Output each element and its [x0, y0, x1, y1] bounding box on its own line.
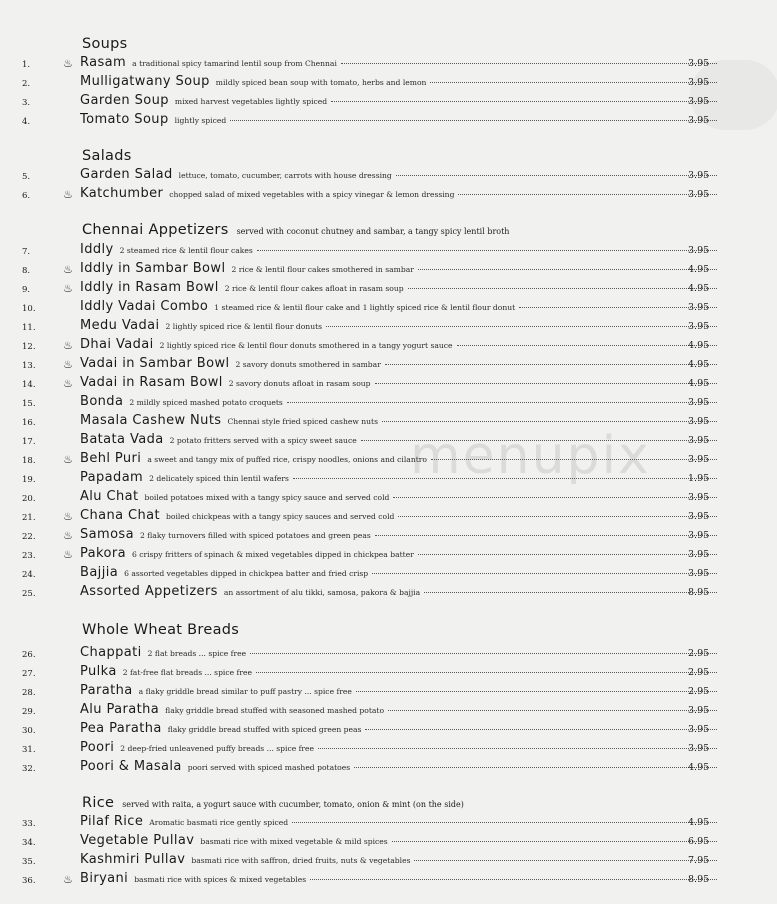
menu-item: [0, 299, 777, 318]
menu-item: [0, 261, 777, 280]
item-price: 8.95: [688, 587, 710, 598]
spicy-icon: ♨: [63, 529, 73, 542]
menu-item: [0, 470, 777, 489]
item-price: 3.95: [688, 115, 710, 126]
item-description: basmati rice with mixed vegetable & mild spices: [200, 837, 388, 846]
dot-leader: [326, 326, 717, 327]
dot-leader: [408, 288, 717, 289]
item-description: 2 flat breads ... spice free: [147, 649, 247, 658]
item-name: Pulka: [80, 664, 117, 679]
item-number: 1.: [22, 60, 31, 70]
item-description: basmati rice with saffron, dried fruits, nuts & vegetables: [191, 856, 411, 865]
item-price: 4.95: [688, 340, 710, 351]
menu-item: [0, 489, 777, 508]
item-name: Dhai Vadai: [80, 337, 154, 352]
menu-item: [0, 375, 777, 394]
item-number: 25.: [22, 589, 36, 599]
item-number: 18.: [22, 456, 36, 466]
menu-item: [0, 451, 777, 470]
item-line: [80, 375, 721, 394]
item-price: 3.95: [688, 170, 710, 181]
menu-item: [0, 759, 777, 778]
item-price: 2.95: [688, 648, 710, 659]
menu-item: [0, 565, 777, 584]
dot-leader: [398, 516, 717, 517]
item-number: 19.: [22, 475, 36, 485]
item-number: 26.: [22, 650, 36, 660]
dot-leader: [230, 120, 717, 121]
item-price: 3.95: [688, 435, 710, 446]
item-description: 6 crispy fritters of spinach & mixed vegetables dipped in chickpea batter: [131, 550, 414, 559]
item-price: 7.95: [688, 855, 710, 866]
item-name: Bonda: [80, 394, 124, 409]
item-line: [80, 74, 721, 93]
item-price: 2.95: [688, 686, 710, 697]
item-line: [80, 394, 721, 413]
item-line: [80, 565, 721, 584]
dot-leader: [457, 345, 717, 346]
item-name: Poori: [80, 740, 115, 755]
item-description: mixed harvest vegetables lightly spiced: [174, 97, 328, 106]
dot-leader: [375, 383, 717, 384]
item-name: Chappati: [80, 645, 142, 660]
item-name: Bajjia: [80, 565, 119, 580]
item-line: [80, 871, 721, 890]
item-number: 22.: [22, 532, 36, 542]
item-number: 33.: [22, 819, 36, 829]
item-name: Vegetable Pullav: [80, 833, 195, 848]
menu-item: [0, 871, 777, 890]
item-line: [80, 93, 721, 112]
item-description: Chennai style fried spiced cashew nuts: [227, 417, 378, 426]
item-number: 28.: [22, 688, 36, 698]
section-note: served with coconut chutney and sambar, a tangy spicy lentil broth: [236, 227, 510, 236]
item-description: Aromatic basmati rice gently spiced: [149, 818, 289, 827]
item-description: 2 deep-fried unleavened puffy breads ... spice free: [120, 744, 315, 753]
dot-leader: [310, 879, 717, 880]
dot-leader: [375, 535, 717, 536]
item-line: [80, 318, 721, 337]
item-number: 15.: [22, 399, 36, 409]
item-name: Iddly in Sambar Bowl: [80, 261, 226, 276]
item-line: [80, 508, 721, 527]
spicy-icon: ♨: [63, 263, 73, 276]
menu-item: [0, 74, 777, 93]
spicy-icon: ♨: [63, 548, 73, 561]
item-name: Paratha: [80, 683, 133, 698]
item-number: 12.: [22, 342, 36, 352]
item-price: 3.95: [688, 416, 710, 427]
menu-item: [0, 683, 777, 702]
item-name: Mulligatwany Soup: [80, 74, 210, 89]
item-name: Pea Paratha: [80, 721, 162, 736]
item-number: 31.: [22, 745, 36, 755]
dot-leader: [418, 269, 717, 270]
dot-leader: [458, 194, 717, 195]
dot-leader: [287, 402, 717, 403]
item-line: [80, 833, 721, 852]
item-line: [80, 664, 721, 683]
menu-item: [0, 318, 777, 337]
item-number: 16.: [22, 418, 36, 428]
spicy-icon: ♨: [63, 339, 73, 352]
item-number: 29.: [22, 707, 36, 717]
section-title: Salads: [82, 148, 132, 164]
dot-leader: [385, 364, 717, 365]
item-price: 3.95: [688, 568, 710, 579]
item-name: Batata Vada: [80, 432, 164, 447]
item-line: [80, 186, 721, 205]
item-name: Behl Puri: [80, 451, 142, 466]
item-price: 3.95: [688, 189, 710, 200]
item-number: 35.: [22, 857, 36, 867]
dot-leader: [424, 592, 717, 593]
item-number: 30.: [22, 726, 36, 736]
item-line: [80, 280, 721, 299]
item-number: 14.: [22, 380, 36, 390]
menu-item: [0, 394, 777, 413]
item-description: poori served with spiced mashed potatoes: [187, 763, 351, 772]
item-number: 24.: [22, 570, 36, 580]
item-name: Garden Salad: [80, 167, 173, 182]
item-price: 3.95: [688, 492, 710, 503]
section-heading: [82, 36, 128, 52]
item-number: 34.: [22, 838, 36, 848]
dot-leader: [257, 250, 717, 251]
item-line: [80, 299, 721, 318]
item-price: 2.95: [688, 667, 710, 678]
item-name: Vadai in Sambar Bowl: [80, 356, 230, 371]
section-title: Rice: [82, 795, 115, 811]
spicy-icon: ♨: [63, 510, 73, 523]
item-name: Vadai in Rasam Bowl: [80, 375, 223, 390]
spicy-icon: ♨: [63, 377, 73, 390]
item-number: 9.: [22, 285, 31, 295]
item-name: Papadam: [80, 470, 144, 485]
item-line: [80, 112, 721, 131]
item-price: 3.95: [688, 705, 710, 716]
item-price: 3.95: [688, 245, 710, 256]
dot-leader: [354, 767, 717, 768]
spicy-icon: ♨: [63, 358, 73, 371]
menu-item: [0, 645, 777, 664]
dot-leader: [393, 497, 717, 498]
item-name: Pilaf Rice: [80, 814, 144, 829]
section-heading: [82, 148, 132, 164]
item-price: 1.95: [688, 473, 710, 484]
item-number: 5.: [22, 172, 31, 182]
item-name: Rasam: [80, 55, 127, 70]
menu-item: [0, 814, 777, 833]
item-description: 2 rice & lentil flour cakes afloat in rasam soup: [224, 284, 404, 293]
dot-leader: [256, 672, 717, 673]
section-heading: [82, 622, 239, 638]
item-number: 3.: [22, 98, 31, 108]
item-line: [80, 261, 721, 280]
menu-item: [0, 356, 777, 375]
item-number: 11.: [22, 323, 36, 333]
item-number: 21.: [22, 513, 36, 523]
item-line: [80, 55, 721, 74]
item-name: Garden Soup: [80, 93, 169, 108]
item-number: 23.: [22, 551, 36, 561]
spicy-icon: ♨: [63, 57, 73, 70]
dot-leader: [318, 748, 717, 749]
menu-item: [0, 584, 777, 603]
item-description: flaky griddle bread stuffed with seasoned mashed potato: [165, 706, 385, 715]
item-description: 2 rice & lentil flour cakes smothered in sambar: [231, 265, 414, 274]
dot-leader: [365, 729, 717, 730]
item-number: 7.: [22, 247, 31, 257]
dot-leader: [430, 82, 717, 83]
item-number: 10.: [22, 304, 36, 314]
item-name: Chana Chat: [80, 508, 161, 523]
spicy-icon: ♨: [63, 453, 73, 466]
dot-leader: [356, 691, 717, 692]
dot-leader: [396, 175, 717, 176]
item-price: 4.95: [688, 762, 710, 773]
item-line: [80, 242, 721, 261]
item-name: Masala Cashew Nuts: [80, 413, 222, 428]
item-name: Pakora: [80, 546, 126, 561]
spicy-icon: ♨: [63, 188, 73, 201]
dot-leader: [388, 710, 717, 711]
item-description: 2 steamed rice & lentil flour cakes: [119, 246, 253, 255]
menu-item: [0, 702, 777, 721]
item-number: 36.: [22, 876, 36, 886]
item-line: [80, 759, 721, 778]
section-note: served with raita, a yogurt sauce with cucumber, tomato, onion & mint (on the side): [122, 800, 464, 809]
item-name: Iddly: [80, 242, 114, 257]
menu-item: [0, 508, 777, 527]
item-number: 4.: [22, 117, 31, 127]
item-price: 3.95: [688, 96, 710, 107]
item-price: 4.95: [688, 359, 710, 370]
item-name: Assorted Appetizers: [80, 584, 218, 599]
item-number: 27.: [22, 669, 36, 679]
item-description: boiled chickpeas with a tangy spicy sauces and served cold: [166, 512, 395, 521]
item-name: Iddly Vadai Combo: [80, 299, 209, 314]
item-line: [80, 721, 721, 740]
item-name: Tomato Soup: [80, 112, 169, 127]
item-name: Samosa: [80, 527, 134, 542]
menu-item: [0, 337, 777, 356]
item-description: flaky griddle bread stuffed with spiced green peas: [167, 725, 362, 734]
menu-item: [0, 721, 777, 740]
menu-item: [0, 280, 777, 299]
menu-item: [0, 112, 777, 131]
item-line: [80, 489, 721, 508]
item-price: 3.95: [688, 530, 710, 541]
item-description: 2 savory donuts afloat in rasam soup: [228, 379, 371, 388]
item-description: 2 delicately spiced thin lentil wafers: [149, 474, 289, 483]
item-line: [80, 356, 721, 375]
item-description: 2 fat-free flat breads ... spice free: [122, 668, 252, 677]
menu-item: [0, 413, 777, 432]
dot-leader: [341, 63, 717, 64]
item-line: [80, 584, 721, 603]
item-description: 6 assorted vegetables dipped in chickpea batter and fried crisp: [124, 569, 369, 578]
menu-item: [0, 242, 777, 261]
item-name: Katchumber: [80, 186, 164, 201]
spicy-icon: ♨: [63, 282, 73, 295]
item-line: [80, 683, 721, 702]
item-description: boiled potatoes mixed with a tangy spicy sauce and served cold: [144, 493, 390, 502]
spicy-icon: ♨: [63, 873, 73, 886]
item-line: [80, 702, 721, 721]
item-description: lightly spiced: [174, 116, 227, 125]
item-description: a traditional spicy tamarind lentil soup from Chennai: [132, 59, 337, 68]
item-line: [80, 852, 721, 871]
item-description: 2 savory donuts smothered in sambar: [235, 360, 381, 369]
section-heading: [82, 795, 464, 811]
item-description: 2 mildly spiced mashed potato croquets: [129, 398, 283, 407]
section-title: Soups: [82, 36, 128, 52]
section-title: Chennai Appetizers: [82, 222, 229, 238]
section-heading: [82, 222, 509, 238]
item-price: 3.95: [688, 302, 710, 313]
item-number: 6.: [22, 191, 31, 201]
item-price: 3.95: [688, 724, 710, 735]
menu-item: [0, 852, 777, 871]
item-description: 2 flaky turnovers filled with spiced potatoes and green peas: [139, 531, 371, 540]
item-price: 3.95: [688, 454, 710, 465]
item-number: 13.: [22, 361, 36, 371]
item-name: Biryani: [80, 871, 129, 886]
item-price: 3.95: [688, 397, 710, 408]
item-number: 20.: [22, 494, 36, 504]
menu-item: [0, 93, 777, 112]
dot-leader: [414, 860, 717, 861]
item-price: 4.95: [688, 817, 710, 828]
dot-leader: [382, 421, 717, 422]
menu-item: [0, 55, 777, 74]
item-line: [80, 167, 721, 186]
item-price: 4.95: [688, 283, 710, 294]
item-name: Alu Paratha: [80, 702, 160, 717]
item-price: 3.95: [688, 58, 710, 69]
item-number: 2.: [22, 79, 31, 89]
item-name: Iddly in Rasam Bowl: [80, 280, 219, 295]
item-line: [80, 546, 721, 565]
item-description: 2 lightly spiced rice & lentil flour donuts smothered in a tangy yogurt sauce: [159, 341, 453, 350]
item-line: [80, 527, 721, 546]
menu-item: [0, 546, 777, 565]
dot-leader: [392, 841, 717, 842]
item-number: 8.: [22, 266, 31, 276]
item-price: 4.95: [688, 264, 710, 275]
item-price: 8.95: [688, 874, 710, 885]
item-description: 2 lightly spiced rice & lentil flour donuts: [165, 322, 323, 331]
item-line: [80, 337, 721, 356]
item-line: [80, 740, 721, 759]
item-name: Kashmiri Pullav: [80, 852, 186, 867]
item-line: [80, 814, 721, 833]
item-description: lettuce, tomato, cucumber, carrots with house dressing: [178, 171, 392, 180]
menu-item: [0, 432, 777, 451]
item-number: 32.: [22, 764, 36, 774]
item-description: chopped salad of mixed vegetables with a spicy vinegar & lemon dressing: [169, 190, 455, 199]
menu-item: [0, 740, 777, 759]
item-name: Alu Chat: [80, 489, 139, 504]
item-description: an assortment of alu tikki, samosa, pakora & bajjia: [223, 588, 421, 597]
item-price: 3.95: [688, 321, 710, 332]
item-price: 3.95: [688, 77, 710, 88]
item-description: 1 steamed rice & lentil flour cake and 1 lightly spiced rice & lentil flour donut: [214, 303, 516, 312]
dot-leader: [292, 822, 717, 823]
item-price: 3.95: [688, 511, 710, 522]
item-description: a flaky griddle bread similar to puff pastry ... spice free: [138, 687, 352, 696]
item-number: 17.: [22, 437, 36, 447]
dot-leader: [331, 101, 717, 102]
item-price: 3.95: [688, 549, 710, 560]
menu-item: [0, 186, 777, 205]
menu-item: [0, 833, 777, 852]
dot-leader: [418, 554, 717, 555]
dot-leader: [372, 573, 717, 574]
item-description: 2 potato fritters served with a spicy sweet sauce: [169, 436, 357, 445]
item-name: Medu Vadai: [80, 318, 160, 333]
item-description: a sweet and tangy mix of puffed rice, crispy noodles, onions and cilantro: [147, 455, 427, 464]
item-price: 4.95: [688, 378, 710, 389]
menu-item: [0, 167, 777, 186]
menu-item: [0, 527, 777, 546]
dot-leader: [250, 653, 717, 654]
item-price: 3.95: [688, 743, 710, 754]
item-description: mildly spiced bean soup with tomato, herbs and lemon: [215, 78, 427, 87]
menu-item: [0, 664, 777, 683]
item-price: 6.95: [688, 836, 710, 847]
item-name: Poori & Masala: [80, 759, 182, 774]
watermark: menupix: [410, 426, 651, 486]
item-line: [80, 645, 721, 664]
section-title: Whole Wheat Breads: [82, 622, 240, 638]
item-description: basmati rice with spices & mixed vegetables: [134, 875, 307, 884]
